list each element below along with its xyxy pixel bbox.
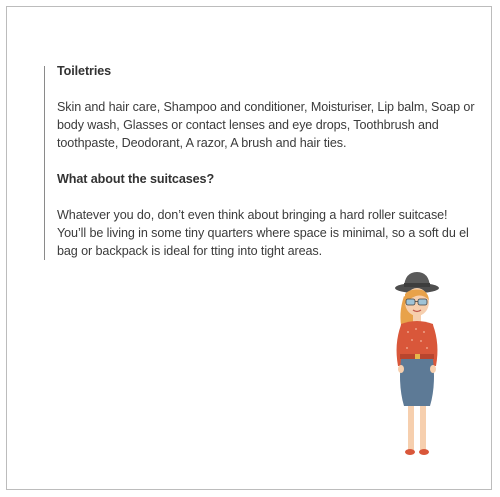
section-body-suitcases: Whatever you do, don’t even think about bringing a hard roller suitcase! You’ll be living in some tiny quarters where space is minimal, so a soft du el bag or backpack is ideal for tting into tight areas. xyxy=(57,208,469,258)
woman-traveler-illustration xyxy=(372,266,462,466)
section-heading-toiletries: Toiletries xyxy=(57,64,112,78)
section-body-toiletries: Skin and hair care, Shampoo and conditioner, Moisturiser, Lip balm, Soap or body wash, Glasses or contact lenses and eye drops, Toothbrush and toothpaste, Deodorant, A razor, A brush and hair ties. xyxy=(57,100,475,150)
quote-rule xyxy=(44,66,45,260)
section-heading-suitcases: What about the suitcases? xyxy=(57,172,215,186)
article-content xyxy=(57,62,477,278)
